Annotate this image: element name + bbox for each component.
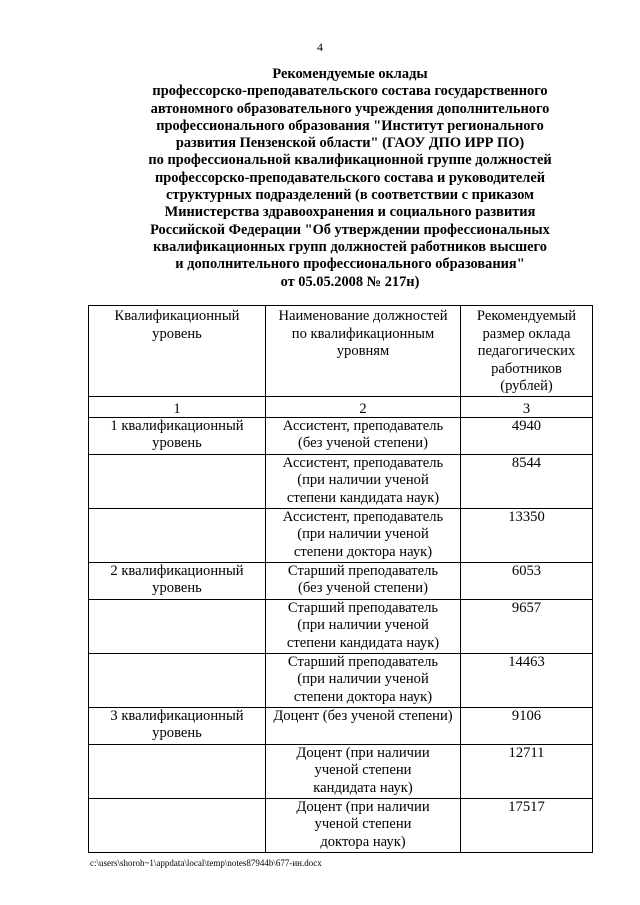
table-row: [89, 417, 593, 454]
position-cell: [266, 417, 461, 454]
salary-cell: 9106: [461, 707, 593, 744]
position-cell: [266, 599, 461, 653]
header-text: педагогических: [477, 343, 576, 359]
level-cell-text: уровень: [152, 435, 202, 451]
table-row: [89, 744, 593, 798]
title-line: профессорско-преподавательского состава государственного: [152, 83, 548, 100]
level-cell: [89, 508, 266, 562]
salary-cell: 4940: [461, 417, 593, 454]
header-text: Наименование должностей: [278, 308, 448, 324]
position-cell-text: ученой степени: [314, 762, 412, 778]
level-cell: [89, 653, 266, 707]
table-header-row: [89, 306, 593, 397]
position-cell-text: Ассистент, преподаватель: [282, 454, 444, 471]
column-number-row: [89, 401, 593, 418]
position-cell: [266, 653, 461, 707]
title-line: от 05.05.2008 № 217н): [280, 273, 420, 290]
level-cell: [89, 562, 266, 599]
salary-cell: 6053: [461, 562, 593, 599]
level-cell: [89, 454, 266, 508]
level-cell: [89, 417, 266, 454]
title-line: и дополнительного профессионального образования": [175, 256, 525, 273]
position-cell-text: (без ученой степени): [298, 580, 428, 596]
title-line: Министерства здравоохранения и социального развития: [164, 204, 536, 221]
header-text: (рублей): [500, 378, 553, 394]
header-text: Квалификационный: [114, 308, 240, 324]
page-number: 4: [317, 40, 323, 54]
level-cell-text: уровень: [152, 725, 202, 741]
header-text: работников: [491, 360, 562, 377]
header-salary: [461, 306, 593, 397]
position-cell: [266, 562, 461, 599]
position-cell: [266, 454, 461, 508]
position-cell-text: Доцент (при наличии: [296, 798, 430, 815]
position-cell-text: доктора наук): [320, 833, 406, 850]
level-cell-text: уровень: [152, 580, 202, 596]
document-title: [120, 66, 580, 291]
table-row: [89, 707, 593, 744]
table-row: [89, 599, 593, 653]
title-line: по профессиональной квалификационной группе должностей: [148, 152, 552, 169]
title-line: Российской Федерации "Об утверждении профессиональных: [150, 221, 550, 238]
position-cell-text: (при наличии ученой: [297, 526, 429, 542]
position-cell-text: степени доктора наук): [293, 543, 433, 560]
title-line: Рекомендуемые оклады: [272, 66, 428, 82]
position-cell-text: (при наличии ученой: [297, 671, 429, 687]
level-cell-text: 2 квалификационный: [110, 562, 244, 579]
table-row: [89, 798, 593, 852]
title-line: развития Пензенской области" (ГАОУ ДПО ИРР ПО): [175, 135, 525, 152]
header-text: Рекомендуемый: [476, 308, 577, 324]
table-row: [89, 508, 593, 562]
position-cell-text: Старший преподаватель: [287, 562, 439, 579]
level-cell: [89, 599, 266, 653]
level-cell: [89, 744, 266, 798]
position-cell-text: (без ученой степени): [298, 435, 428, 451]
title-line: автономного образовательного учреждения дополнительного: [150, 100, 550, 117]
header-text: уровень: [152, 325, 202, 342]
position-cell-text: (при наличии ученой: [297, 617, 429, 633]
header-text: уровням: [336, 343, 390, 359]
position-cell-text: Старший преподаватель: [287, 599, 439, 616]
header-position: [266, 306, 461, 397]
file-path-footer: c:\users\shoroh~1\appdata\local\temp\notes87944b\677-ин.docx: [90, 858, 322, 868]
level-cell: [89, 798, 266, 852]
table-row: [89, 653, 593, 707]
position-cell-text: степени кандидата наук): [286, 634, 440, 651]
position-cell-text: степени кандидата наук): [286, 489, 440, 506]
salary-cell: 9657: [461, 599, 593, 653]
position-cell-text: кандидата наук): [313, 779, 413, 796]
level-cell-text: 1 квалификационный: [110, 417, 244, 434]
position-cell-text: Ассистент, преподаватель: [282, 508, 444, 525]
position-cell: [266, 744, 461, 798]
salary-cell: 12711: [461, 744, 593, 798]
column-number: 1: [89, 401, 266, 418]
position-cell-text: ученой степени: [314, 816, 412, 832]
position-cell-text: Доцент (без ученой степени): [273, 707, 453, 724]
title-line: квалификационных групп должностей работников высшего: [153, 238, 547, 255]
position-cell-text: степени доктора наук): [293, 688, 433, 705]
title-line: профессорско-преподавательского состава и руководителей: [154, 169, 546, 186]
table-row: [89, 454, 593, 508]
position-cell: [266, 508, 461, 562]
level-cell: [89, 707, 266, 744]
salary-cell: 13350: [461, 508, 593, 562]
header-level: [89, 306, 266, 397]
salary-table: [88, 305, 593, 853]
level-cell-text: 3 квалификационный: [110, 707, 244, 724]
table-row: [89, 562, 593, 599]
position-cell-text: Ассистент, преподаватель: [282, 417, 444, 434]
header-text: по квалификационным: [291, 325, 435, 342]
position-cell: [266, 707, 461, 744]
title-line: структурных подразделений (в соответствии с приказом: [166, 187, 534, 204]
position-cell-text: Доцент (при наличии: [296, 744, 430, 761]
salary-cell: 8544: [461, 454, 593, 508]
header-text: размер оклада: [482, 325, 571, 342]
column-number: 2: [266, 401, 461, 418]
position-cell: [266, 798, 461, 852]
column-number: 3: [461, 401, 593, 418]
position-cell-text: Старший преподаватель: [287, 653, 439, 670]
title-line: профессионального образования "Институт регионального: [156, 117, 544, 134]
position-cell-text: (при наличии ученой: [297, 472, 429, 488]
salary-cell: 17517: [461, 798, 593, 852]
salary-cell: 14463: [461, 653, 593, 707]
